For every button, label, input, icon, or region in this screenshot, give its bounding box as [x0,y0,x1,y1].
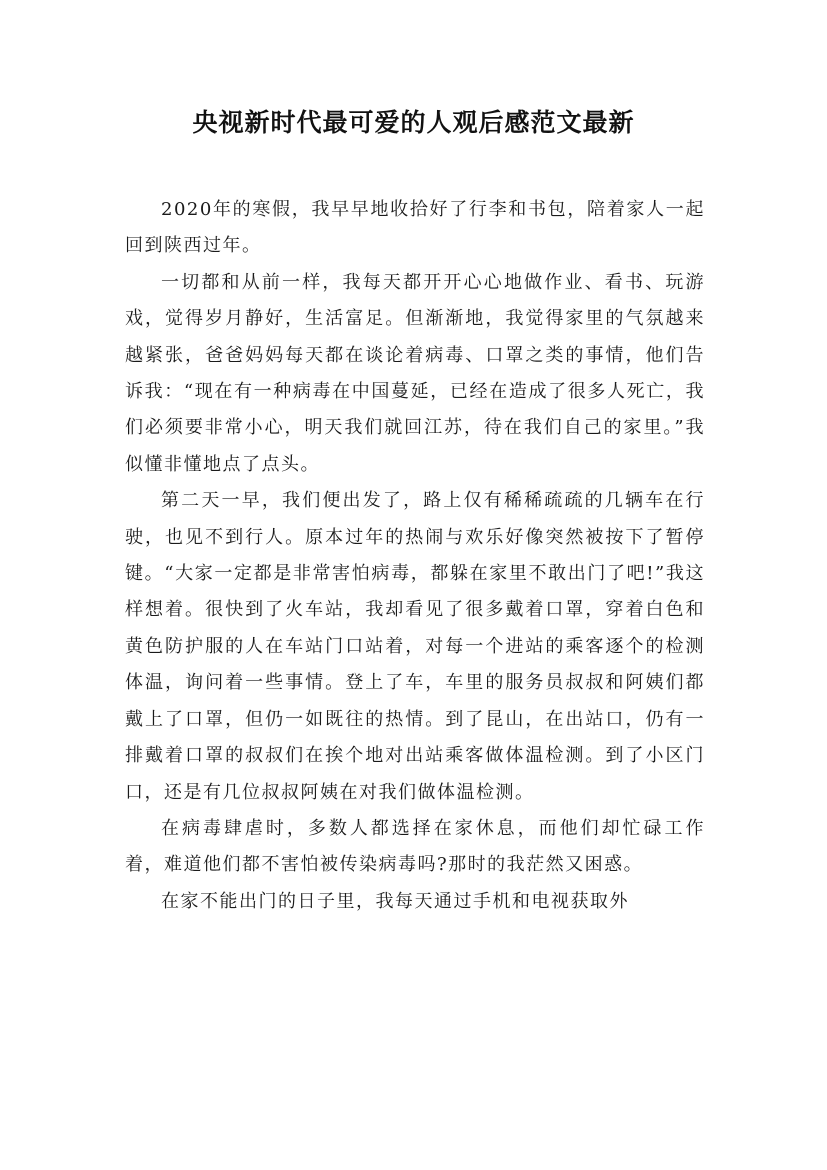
paragraph: 一切都和从前一样，我每天都开开心心地做作业、看书、玩游戏，觉得岁月静好，生活富足。但渐渐地，我觉得家里的气氛越来越紧张，爸爸妈妈每天都在谈论着病毒、口罩之类的事情，他们告诉我：“现在有一种病毒在中国蔓延，已经在造成了很多人死亡，我们必须要非常小心，明天我们就回江苏，待在我们自己的家里。”我似懂非懂地点了点头。 [125,271,705,475]
paragraph: 第二天一早，我们便出发了，路上仅有稀稀疏疏的几辆车在行驶，也见不到行人。原本过年的热闹与欢乐好像突然被按下了暂停键。“大家一定都是非常害怕病毒，都躲在家里不敢出门了吧!”我这样想着。很快到了火车站，我却看见了很多戴着口罩，穿着白色和黄色防护服的人在车站门口站着，对每一个进站的乘客逐个的检测体温，询问着一些事情。登上了车，车里的服务员叔叔和阿姨们都戴上了口罩，但仍一如既往的热情。到了昆山，在出站口，仍有一排戴着口罩的叔叔们在挨个地对出站乘客做体温检测。到了小区门口，还是有几位叔叔阿姨在对我们做体温检测。 [125,490,705,803]
document-title: 央视新时代最可爱的人观后感范文最新 [192,108,635,137]
paragraph: 在家不能出门的日子里，我每天通过手机和电视获取外 [161,890,629,912]
document-body [125,192,705,920]
paragraph: 在病毒肆虐时，多数人都选择在家休息，而他们却忙碌工作着，难道他们都不害怕被传染病毒吗?那时的我茫然又困惑。 [125,817,705,876]
paragraph: 2020年的寒假，我早早地收拾好了行李和书包，陪着家人一起回到陕西过年。 [125,199,705,257]
